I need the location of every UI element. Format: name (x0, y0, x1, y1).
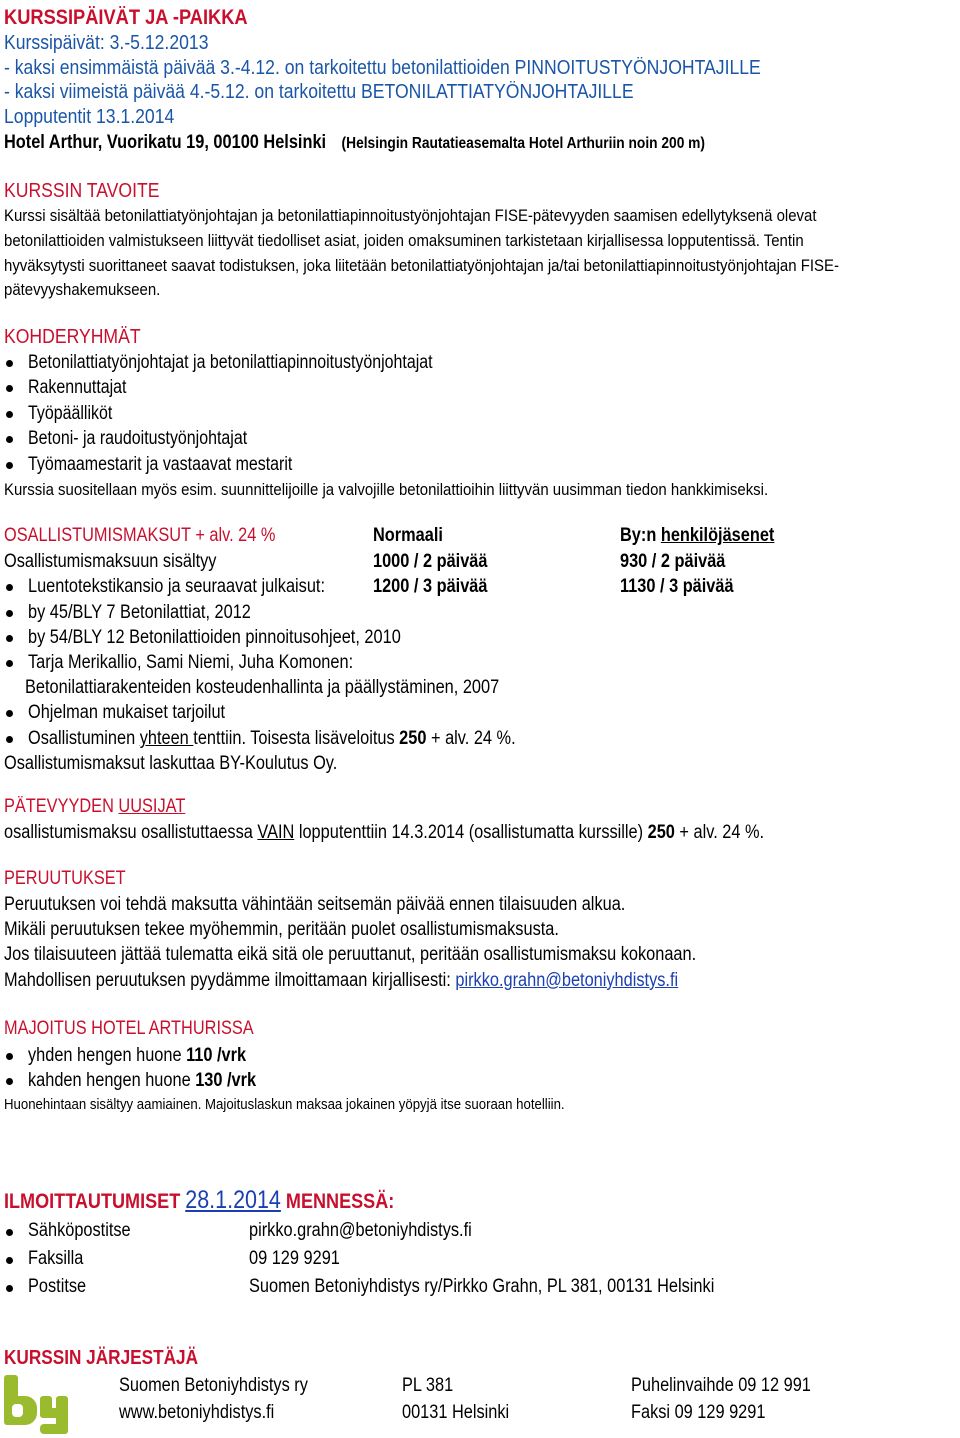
section-title-course-days: KURSSIPÄIVÄT JA -PAIKKA (4, 6, 248, 29)
bullet-icon (6, 660, 13, 667)
exam-date: Lopputentit 13.1.2014 (4, 106, 175, 128)
cancel-line: Jos tilaisuuteen jättää tulematta eikä sitä ole peruuttanut, peritään osallistumismaksu kokonaan. (4, 944, 697, 965)
reg-post: Suomen Betoniyhdistys ry/Pirkko Grahn, PL 381, 00131 Helsinki (249, 1276, 715, 1297)
bullet-icon (6, 1257, 13, 1264)
org-city: 00131 Helsinki (402, 1402, 510, 1423)
section-title-registration: ILMOITTAUTUMISET 28.1.2014 MENNESSÄ: (4, 1186, 395, 1214)
fees-row-label: Luentotekstikansio ja seuraavat julkaisut: (28, 576, 326, 597)
reg-label-post: Postitse (28, 1276, 87, 1297)
org-name: Suomen Betoniyhdistys ry (119, 1375, 308, 1396)
fees-row2-normal: 1200 / 3 päivää (373, 576, 488, 597)
reg-label-email: Sähköpostitse (28, 1220, 131, 1241)
cancel-line: Peruutuksen voi tehdä maksutta vähintään seitsemän päivää ennen tilaisuuden alkua. (4, 894, 626, 915)
reg-fax: 09 129 9291 (249, 1248, 340, 1269)
hotel-double-room: kahden hengen huone 130 /vrk (28, 1070, 257, 1091)
renewal-text: osallistumismaksu osallistuttaessa VAIN lopputenttiin 14.3.2014 (osallistumatta kurssille) 250 + alv. 24 %. (4, 822, 765, 843)
target-item: Työmaamestarit ja vastaavat mestarit (28, 454, 293, 475)
org-fax: Faksi 09 129 9291 (631, 1402, 766, 1423)
section-title-target-groups: KOHDERYHMÄT (4, 326, 141, 348)
goal-text-line: betonilattioiden valmistukseen liittyvät tiedolliset asiat, joiden omaksuminen tarkistetaan kirjallisessa lopputentissä. Tentin (4, 231, 804, 250)
reg-email[interactable]: pirkko.grahn@betoniyhdistys.fi (249, 1220, 472, 1241)
bullet-icon (6, 710, 13, 717)
bullet-icon (6, 1053, 13, 1060)
fees-row1-normal: 1000 / 2 päivää (373, 551, 488, 572)
goal-text-line: Kurssi sisältää betonilattiatyönjohtajan ja betonilattiapinnoitustyönjohtajan FISE-pätevyyden saamisen edellytyksenä olevat (4, 206, 817, 225)
section-title-cancellation: PERUUTUKSET (4, 868, 126, 889)
fees-item-exam: Osallistuminen yhteen tenttiin. Toisesta lisäveloitus 250 + alv. 24 %. (28, 728, 516, 749)
bullet-icon (6, 411, 13, 418)
bullet-icon (6, 635, 13, 642)
fees-item: Ohjelman mukaiset tarjoilut (28, 702, 226, 723)
cancel-line: Mikäli peruutuksen tekee myöhemmin, peritään puolet osallistumismaksusta. (4, 919, 559, 940)
bullet-icon (6, 462, 13, 469)
fees-item: by 45/BLY 7 Betonilattiat, 2012 (28, 602, 251, 623)
cancel-email-link[interactable]: pirkko.grahn@betoniyhdistys.fi (455, 970, 679, 991)
target-item: Betoni- ja raudoitustyönjohtajat (28, 428, 248, 449)
bullet-icon (6, 736, 13, 743)
section-title-goal: KURSSIN TAVOITE (4, 180, 160, 202)
section-title-renewal: PÄTEVYYDEN UUSIJAT (4, 796, 186, 817)
section-title-organizer: KURSSIN JÄRJESTÄJÄ (4, 1347, 199, 1369)
org-po-box: PL 381 (402, 1375, 454, 1396)
target-item: Työpäälliköt (28, 403, 113, 424)
fees-heading: OSALLISTUMISMAKSUT + alv. 24 % (4, 525, 276, 546)
target-item: Betonilattiatyönjohtajat ja betonilattiapinnoitustyönjohtajat (28, 352, 433, 373)
fees-row-label: Osallistumismaksuun sisältyy (4, 551, 217, 572)
bullet-icon (6, 1078, 13, 1085)
fees-col-normal: Normaali (373, 525, 443, 546)
org-website[interactable]: www.betoniyhdistys.fi (119, 1402, 275, 1423)
hotel-single-room: yhden hengen huone 110 /vrk (28, 1045, 247, 1066)
venue: Hotel Arthur, Vuorikatu 19, 00100 Helsinki (Helsingin Rautatieasemalta Hotel Arthuriin noin 200 m) (4, 132, 705, 153)
reg-label-fax: Faksilla (28, 1248, 84, 1269)
fees-row2-member: 1130 / 3 päivää (620, 576, 734, 597)
fees-col-member: By:n henkilöjäsenet (620, 525, 775, 546)
hotel-note: Huonehintaan sisältyy aamiainen. Majoituslaskun maksaa jokainen yöpyjä itse suoraan hotelliin. (4, 1096, 565, 1113)
cancel-contact: Mahdollisen peruutuksen pyydämme ilmoittamaan kirjallisesti: pirkko.grahn@betoniyhdistys.fi (4, 970, 679, 991)
bullet-icon (6, 584, 13, 591)
target-note: Kurssia suositellaan myös esim. suunnittelijoille ja valvojille betonilattioihin liittyvän uusimman tiedon hankkimiseksi. (4, 480, 769, 499)
goal-text-line: pätevyyshakemukseen. (4, 280, 161, 299)
fees-item-continued: Betonilattiarakenteiden kosteudenhallinta ja päällystäminen, 2007 (25, 677, 500, 698)
days-info-1: - kaksi ensimmäistä päivää 3.-4.12. on tarkoitettu betonilattioiden PINNOITUSTYÖNJOHTAJILLE (4, 57, 761, 79)
fees-item: Tarja Merikallio, Sami Niemi, Juha Komonen: (28, 652, 354, 673)
fees-item: by 54/BLY 12 Betonilattioiden pinnoitusohjeet, 2010 (28, 627, 401, 648)
bullet-icon (6, 385, 13, 392)
bullet-icon (6, 610, 13, 617)
course-dates: Kurssipäivät: 3.-5.12.2013 (4, 32, 209, 54)
bullet-icon (6, 1285, 13, 1292)
days-info-2: - kaksi viimeistä päivää 4.-5.12. on tarkoitettu BETONILATTIATYÖNJOHTAJILLE (4, 81, 634, 103)
org-phone: Puhelinvaihde 09 12 991 (631, 1375, 811, 1396)
bullet-icon (6, 360, 13, 367)
fees-billing: Osallistumismaksut laskuttaa BY-Koulutus Oy. (4, 753, 338, 774)
goal-text-line: hyväksytysti suorittaneet saavat todistuksen, joka liitetään betonilattiatyönjohtajan ja/tai betonilattiapinnoitustyönjohtajan FISE- (4, 256, 839, 275)
fees-row1-member: 930 / 2 päivää (620, 551, 726, 572)
target-item: Rakennuttajat (28, 377, 127, 398)
bullet-icon (6, 436, 13, 443)
bullet-icon (6, 1229, 13, 1236)
betoniyhdistys-logo (4, 1372, 68, 1434)
section-title-hotel: MAJOITUS HOTEL ARTHURISSA (4, 1018, 254, 1039)
